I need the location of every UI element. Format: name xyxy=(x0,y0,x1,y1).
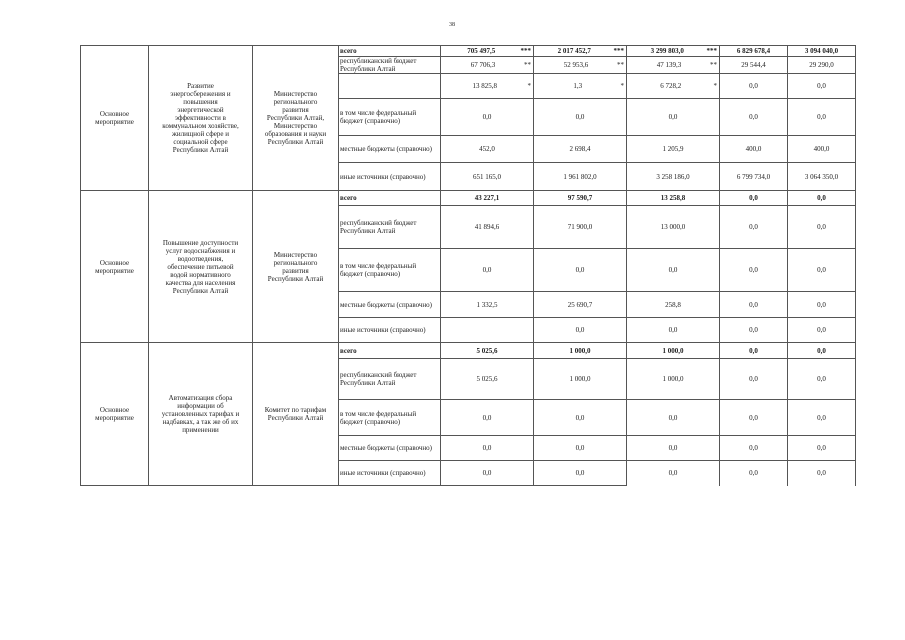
year-value-cell xyxy=(788,461,856,486)
value-text: 13 825,8 xyxy=(472,82,497,90)
value-text: 71 900,0 xyxy=(567,223,593,231)
cell-text-line: водой нормативного xyxy=(170,270,231,279)
year-value-cell xyxy=(534,461,627,486)
value-text: 67 706,3 xyxy=(470,61,496,69)
cell-text-line: развития xyxy=(282,266,309,275)
year-value-cell xyxy=(627,400,720,436)
year-value-cell xyxy=(534,400,627,436)
activity-name-cell xyxy=(149,191,253,343)
year-value-cell xyxy=(441,400,534,436)
value-text: 29 290,0 xyxy=(809,61,834,69)
year-value-cell xyxy=(720,359,788,400)
value-text: 13 000,0 xyxy=(660,223,686,231)
year-value-cell xyxy=(441,74,534,99)
year-value-cell xyxy=(720,249,788,292)
cell-text-line: Министерство xyxy=(273,250,318,259)
cell-text-line: Развитие xyxy=(187,82,214,90)
funding-source-label: в том числе федеральный бюджет (справочно) xyxy=(339,249,441,292)
funding-source-label xyxy=(339,74,441,99)
year-value-cell xyxy=(720,99,788,136)
value-text: 0,0 xyxy=(817,223,826,231)
footnote-marker: * xyxy=(713,82,717,90)
value-text: 43 227,1 xyxy=(474,194,500,202)
value-text: 0,0 xyxy=(575,113,585,121)
cell-text-line: регионального xyxy=(273,98,318,106)
year-value-cell xyxy=(720,292,788,318)
year-value-cell xyxy=(720,400,788,436)
year-value-cell xyxy=(534,191,627,206)
value-text: 0,0 xyxy=(575,266,585,274)
cell-text-line: Министерство xyxy=(273,122,318,130)
value-text: 3 094 040,0 xyxy=(804,47,839,55)
cell-text-line: Республики Алтай xyxy=(172,146,229,154)
year-value-cell xyxy=(788,359,856,400)
year-value-cell xyxy=(788,436,856,461)
value-text: 2 698,4 xyxy=(569,145,591,153)
value-text: 6 829 678,4 xyxy=(736,47,771,55)
year-value-cell xyxy=(534,163,627,191)
footnote-marker: *** xyxy=(613,47,624,55)
year-value-cell xyxy=(534,318,627,343)
year-value-cell xyxy=(788,163,856,191)
value-text: 0,0 xyxy=(482,444,492,452)
funding-source-label: иные источники (справочно) xyxy=(339,163,441,191)
year-value-cell xyxy=(788,46,856,57)
year-value-cell xyxy=(788,343,856,359)
year-value-cell xyxy=(720,436,788,461)
activity-name-cell xyxy=(149,343,253,486)
value-text: 1 961 802,0 xyxy=(563,172,597,181)
cell-text-line: эффективности в xyxy=(175,114,226,122)
year-value-cell xyxy=(441,136,534,163)
year-value-cell xyxy=(788,99,856,136)
funding-source-label: всего xyxy=(339,46,441,57)
value-text: 2 017 452,7 xyxy=(557,47,591,55)
cell-text-line: регионального xyxy=(273,258,318,267)
cell-text-line: мероприятие xyxy=(95,266,134,275)
value-text: 6 799 734,0 xyxy=(736,172,771,181)
value-text: 5 025,6 xyxy=(476,346,498,355)
value-text: 41 894,6 xyxy=(474,223,500,231)
value-text: 0,0 xyxy=(575,413,585,422)
year-value-cell xyxy=(441,99,534,136)
year-value-cell xyxy=(441,359,534,400)
cell-text-line: мероприятие xyxy=(95,118,134,126)
cell-text-line: развития xyxy=(282,106,309,114)
value-text: 1 000,0 xyxy=(569,375,591,383)
value-text: 97 590,7 xyxy=(567,194,593,202)
cell-text-line: водоотведения, xyxy=(177,254,224,263)
year-value-cell xyxy=(441,206,534,249)
year-value-cell xyxy=(441,292,534,318)
value-text: 1 000,0 xyxy=(662,346,684,355)
year-value-cell xyxy=(627,249,720,292)
page-number: 38 xyxy=(449,22,455,28)
value-text: 0,0 xyxy=(817,413,826,422)
funding-source-label: всего xyxy=(339,343,441,359)
activity-type-cell xyxy=(81,46,149,191)
footnote-marker: ** xyxy=(710,61,717,69)
value-text: 705 497,5 xyxy=(467,47,496,55)
value-text: 0,0 xyxy=(668,413,678,422)
year-value-cell xyxy=(627,136,720,163)
cell-text-line: услуг водоснабжения и xyxy=(165,246,236,255)
cell-text-line: энергосбережения и xyxy=(170,90,231,98)
cell-text-line: социальной сфере xyxy=(173,138,228,146)
cell-text-line: Республики Алтай xyxy=(267,274,324,283)
year-value-cell xyxy=(441,343,534,359)
footnote-marker: *** xyxy=(520,47,531,55)
funding-source-label: республиканский бюджет Республики Алтай xyxy=(339,57,441,74)
year-value-cell xyxy=(534,206,627,249)
funding-source-label: местные бюджеты (справочно) xyxy=(339,292,441,318)
footnote-marker: ** xyxy=(617,61,624,69)
year-value-cell xyxy=(441,318,534,343)
funding-source-label: иные источники (справочно) xyxy=(339,461,441,486)
value-text: 3 258 186,0 xyxy=(656,172,690,181)
year-value-cell xyxy=(720,46,788,57)
cell-text-line: Комитет по тарифам xyxy=(264,406,327,414)
value-text: 0,0 xyxy=(482,413,492,422)
year-value-cell xyxy=(441,436,534,461)
cell-text-line: коммунальном хозяйстве, xyxy=(162,122,239,130)
year-value-cell xyxy=(441,46,534,57)
year-value-cell xyxy=(720,74,788,99)
value-text: 29 544,4 xyxy=(741,61,766,69)
year-value-cell xyxy=(627,99,720,136)
year-value-cell xyxy=(720,136,788,163)
footnote-marker: * xyxy=(620,82,624,90)
cell-text-line: применении xyxy=(182,426,219,434)
year-value-cell xyxy=(627,292,720,318)
value-text: 13 258,8 xyxy=(660,194,686,202)
cell-text-line: Республики Алтай xyxy=(267,138,324,146)
year-value-cell xyxy=(720,461,788,486)
value-text: 0,0 xyxy=(749,469,758,478)
cell-text-line: Основное xyxy=(99,110,130,118)
cell-text-line: Республики Алтай, xyxy=(266,114,325,122)
footnote-marker: ** xyxy=(524,61,531,69)
year-value-cell xyxy=(534,57,627,74)
cell-text-line: Основное xyxy=(99,258,130,267)
value-text: 0,0 xyxy=(575,444,585,452)
value-text: 0,0 xyxy=(749,82,758,90)
value-text: 0,0 xyxy=(749,413,758,422)
value-text: 47 139,3 xyxy=(656,61,682,69)
value-text: 0,0 xyxy=(749,266,758,274)
year-value-cell xyxy=(627,163,720,191)
value-text: 452,0 xyxy=(479,145,495,153)
year-value-cell xyxy=(441,249,534,292)
funding-source-label: в том числе федеральный бюджет (справочно) xyxy=(339,99,441,136)
year-value-cell xyxy=(788,400,856,436)
year-value-cell xyxy=(534,343,627,359)
value-text: 0,0 xyxy=(749,444,758,452)
value-text: 0,0 xyxy=(817,300,826,309)
value-text: 0,0 xyxy=(749,194,758,202)
value-text: 0,0 xyxy=(817,113,826,121)
year-value-cell xyxy=(788,136,856,163)
year-value-cell xyxy=(720,206,788,249)
year-value-cell xyxy=(441,57,534,74)
cell-text-line: надбавках, а так же об их xyxy=(162,418,239,426)
value-text: 3 064 350,0 xyxy=(804,172,839,181)
year-value-cell xyxy=(788,292,856,318)
funding-source-label: в том числе федеральный бюджет (справочно) xyxy=(339,400,441,436)
year-value-cell xyxy=(720,318,788,343)
year-value-cell xyxy=(534,359,627,400)
year-value-cell xyxy=(627,359,720,400)
value-text: 5 025,6 xyxy=(476,375,498,383)
year-value-cell xyxy=(627,74,720,99)
year-value-cell xyxy=(534,74,627,99)
value-text: 0,0 xyxy=(817,326,826,334)
year-value-cell xyxy=(788,206,856,249)
value-text: 0,0 xyxy=(749,300,758,309)
year-value-cell xyxy=(627,57,720,74)
value-text: 0,0 xyxy=(817,82,826,90)
year-value-cell xyxy=(788,249,856,292)
footnote-marker: *** xyxy=(706,47,717,55)
year-value-cell xyxy=(441,461,534,486)
value-text: 0,0 xyxy=(482,469,492,477)
value-text: 0,0 xyxy=(749,375,758,383)
value-text: 651 165,0 xyxy=(473,172,501,181)
year-value-cell xyxy=(720,191,788,206)
cell-text-line: энергетической xyxy=(177,106,224,114)
value-text: 6 728,2 xyxy=(660,82,682,90)
value-text: 25 690,7 xyxy=(567,300,593,309)
value-text: 0,0 xyxy=(817,469,826,478)
value-text: 1 332,5 xyxy=(476,300,498,309)
cell-text-line: Республики Алтай xyxy=(172,286,229,295)
year-value-cell xyxy=(627,191,720,206)
activity-type-cell xyxy=(81,191,149,343)
activity-name-cell xyxy=(149,46,253,191)
year-value-cell xyxy=(627,461,720,486)
cell-text-line: мероприятие xyxy=(95,414,134,422)
value-text: 1 205,9 xyxy=(662,145,684,153)
value-text: 0,0 xyxy=(575,326,585,334)
year-value-cell xyxy=(441,191,534,206)
value-text: 3 299 803,0 xyxy=(650,47,684,55)
year-value-cell xyxy=(788,57,856,74)
value-text: 0,0 xyxy=(817,194,826,202)
value-text: 258,8 xyxy=(665,300,681,309)
year-value-cell xyxy=(441,163,534,191)
funding-source-label: местные бюджеты (справочно) xyxy=(339,136,441,163)
value-text: 52 953,6 xyxy=(563,61,589,69)
year-value-cell xyxy=(788,191,856,206)
year-value-cell xyxy=(788,318,856,343)
year-value-cell xyxy=(534,436,627,461)
value-text: 400,0 xyxy=(813,145,830,153)
cell-text-line: Повышение доступности xyxy=(162,238,239,247)
cell-text-line: жилищной сфере и xyxy=(172,130,229,138)
year-value-cell xyxy=(534,249,627,292)
executor-cell xyxy=(253,191,339,343)
value-text: 0,0 xyxy=(668,326,678,334)
activity-type-cell xyxy=(81,343,149,486)
year-value-cell xyxy=(788,74,856,99)
value-text: 0,0 xyxy=(668,469,678,478)
funding-source-label: иные источники (справочно) xyxy=(339,318,441,343)
cell-text-line: Министерство xyxy=(273,90,318,98)
footnote-marker: * xyxy=(527,82,531,90)
value-text: 0,0 xyxy=(817,444,826,452)
value-text: 400,0 xyxy=(745,145,762,153)
year-value-cell xyxy=(534,292,627,318)
cell-text-line: информации об xyxy=(177,402,224,410)
value-text: 0,0 xyxy=(817,346,826,355)
cell-text-line: Республики Алтай xyxy=(267,414,324,422)
value-text: 0,0 xyxy=(749,346,758,355)
value-text: 1,3 xyxy=(573,82,583,90)
value-text: 1 000,0 xyxy=(662,375,684,383)
value-text: 0,0 xyxy=(749,223,758,231)
year-value-cell xyxy=(720,343,788,359)
value-text: 0,0 xyxy=(482,113,492,121)
value-text: 0,0 xyxy=(749,113,758,121)
value-text: 0,0 xyxy=(482,266,492,274)
year-value-cell xyxy=(627,46,720,57)
funding-source-label: местные бюджеты (справочно) xyxy=(339,436,441,461)
year-value-cell xyxy=(534,99,627,136)
cell-text-line: повышения xyxy=(183,98,218,106)
cell-text-line: образования и науки xyxy=(264,130,327,138)
year-value-cell xyxy=(627,436,720,461)
value-text: 0,0 xyxy=(749,326,758,334)
value-text: 0,0 xyxy=(817,266,826,274)
funding-source-label: республиканский бюджет Республики Алтай xyxy=(339,359,441,400)
executor-cell xyxy=(253,343,339,486)
value-text: 1 000,0 xyxy=(569,346,591,355)
funding-source-label: всего xyxy=(339,191,441,206)
year-value-cell xyxy=(534,46,627,57)
value-text: 0,0 xyxy=(817,375,826,383)
cell-text-line: качества для населения xyxy=(165,278,236,287)
value-text: 0,0 xyxy=(575,469,585,477)
value-text: 0,0 xyxy=(668,444,678,452)
cell-text-line: Автоматизация сбора xyxy=(168,394,233,402)
year-value-cell xyxy=(627,318,720,343)
year-value-cell xyxy=(720,163,788,191)
year-value-cell xyxy=(627,343,720,359)
table-row xyxy=(81,46,856,57)
table-row xyxy=(81,343,856,359)
funding-source-label: республиканский бюджет Республики Алтай xyxy=(339,206,441,249)
table-row xyxy=(81,191,856,206)
value-text: 0,0 xyxy=(668,266,678,274)
year-value-cell xyxy=(534,136,627,163)
funding-table xyxy=(80,45,856,486)
executor-cell xyxy=(253,46,339,191)
cell-text-line: обеспечение питьевой xyxy=(167,262,234,271)
cell-text-line: Основное xyxy=(99,406,130,414)
year-value-cell xyxy=(627,206,720,249)
value-text: 0,0 xyxy=(668,113,678,121)
cell-text-line: установленных тарифах и xyxy=(161,410,240,418)
year-value-cell xyxy=(720,57,788,74)
